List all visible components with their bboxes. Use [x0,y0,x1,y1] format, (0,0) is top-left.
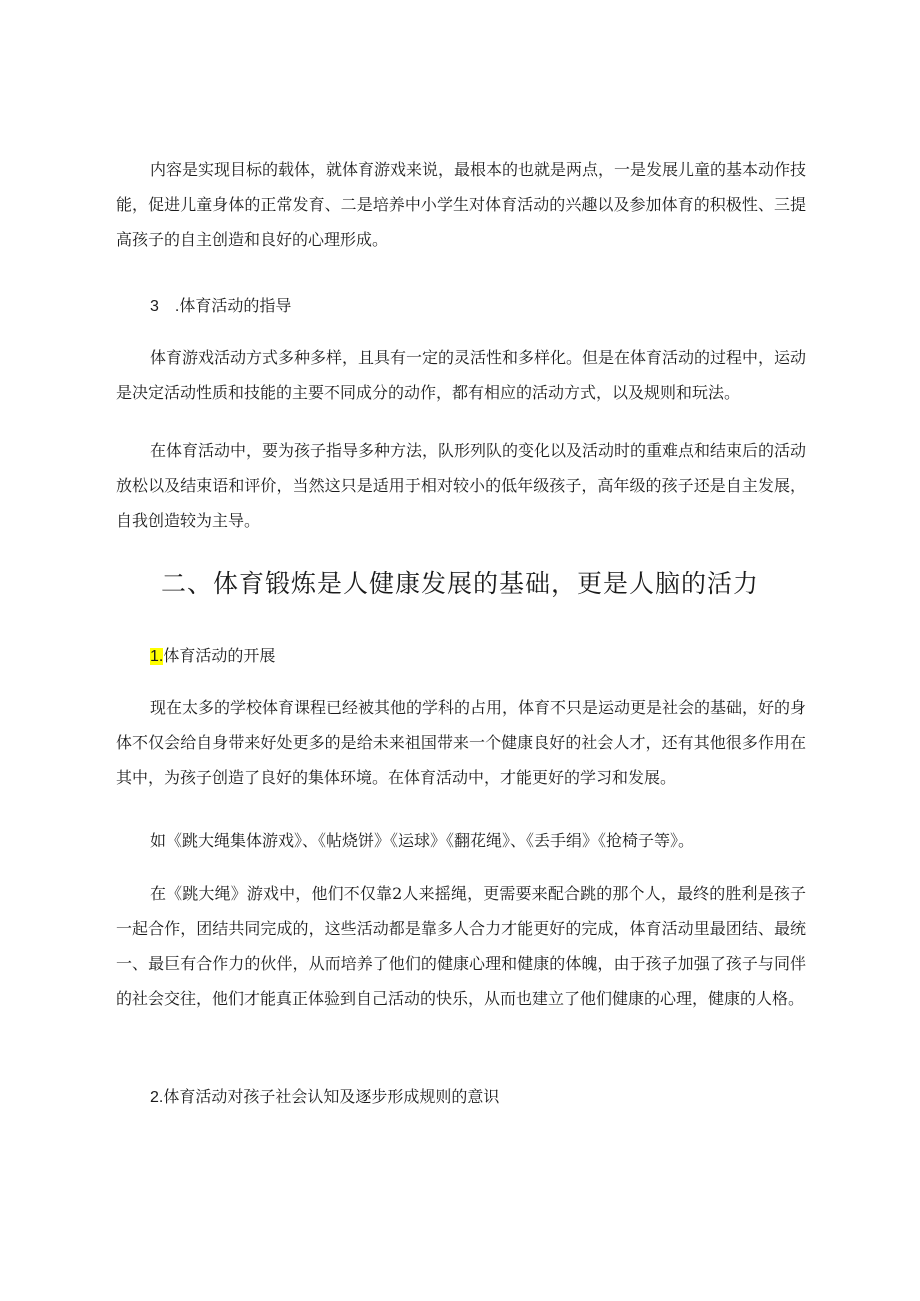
heading-text: 体育活动的开展 [163,646,276,665]
heading-number: 3 . [150,298,180,315]
heading-text: 体育活动的指导 [179,296,292,315]
paragraph-guidance-methods: 在体育活动中，要为孩子指导多种方法，队形列队的变化以及活动时的重难点和结束后的活动放松以及结束语和评价，当然这只是适用于相对较小的低年级孩子，高年级的孩子还是自主发展，自我创造较为主导。 [116,441,807,530]
paragraph-content-goals: 内容是实现目标的载体，就体育游戏来说，最根本的也就是两点，一是发展儿童的基本动作技能，促进儿童身体的正常发育、二是培养中小学生对体育活动的兴趣以及参加体育的积极性、三提高孩子的自主创造和良好的心理形成。 [116,160,807,249]
section-title: 二、体育锻炼是人健康发展的基础，更是人脑的活力 [160,569,759,598]
paragraph-jump-rope: 在《跳大绳》游戏中，他们不仅靠2人来摇绳，更需要来配合跳的那个人，最终的胜利是孩子一起合作，团结共同完成的，这些活动都是靠多人合力才能更好的完成，体育活动里最团结、最统一、最巨有合作力的伙伴，从而培养了他们的健康心理和健康的体魄，由于孩子加强了孩子与同伴的社会交往，他们才能真正体验到自己活动的快乐，从而也建立了他们健康的心理，健康的人格。 [116,884,806,1008]
paragraph-game-methods: 体育游戏活动方式多种多样，且具有一定的灵活性和多样化。但是在体育活动的过程中，运动是决定活动性质和技能的主要不同成分的动作，都有相应的活动方式，以及规则和玩法。 [116,348,807,402]
paragraph-school-pe: 现在太多的学校体育课程已经被其他的学科的占用，体育不只是运动更是社会的基础，好的身体不仅会给自身带来好处更多的是给未来祖国带来一个健康良好的社会人才，还有其他很多作用在其中，为孩子创造了良好的集体环境。在体育活动中，才能更好的学习和发展。 [116,698,807,787]
heading-social-cognition [150,1085,499,1110]
heading-number-highlighted: 1. [150,648,164,665]
heading-number: 2. [150,1089,164,1106]
heading-activity-guidance [150,294,291,319]
paragraph-game-examples: 如《跳大绳集体游戏》、《帖烧饼》《运球》《翻花绳》、《丢手绢》《抢椅子等》。 [150,831,695,850]
heading-text: 体育活动对孩子社会认知及逐步形成规则的意识 [163,1087,500,1106]
heading-activity-development [150,644,275,669]
